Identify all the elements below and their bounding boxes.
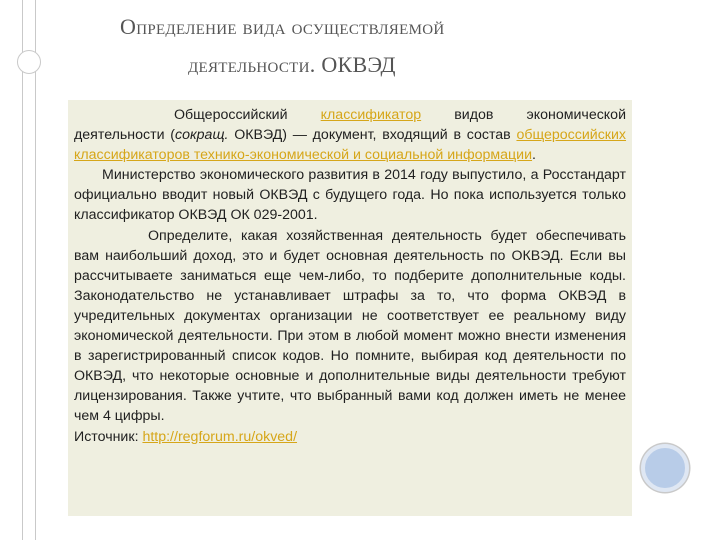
title-line-2-text: деятельности. ОКВЭД <box>188 52 396 77</box>
content-box <box>68 100 632 516</box>
p1-abbrev: сокращ. <box>174 127 229 144</box>
paragraph-advice: Определите, какая хозяйственная деятельность будет обеспечивать вам наибольший доход, это и будет основная деятельность по ОКВЭД. Если вы рассчитываете заниматься еще чем-либо, то подберите дополнительные коды. Законодательство не устанавливает штрафы за то, что форма ОКВЭД в учредительных документах организации не соответствует ее реальному виду экономической деятельности. При этом в любой момент можно внести изменения в зарегистрированный список кодов. Но помните, выбирая код деятельности по ОКВЭД, что некоторые основные и дополнительные виды деятельности требуют лицензирования. Также учтите, что выбранный вами код должен иметь не менее чем 4 цифры. <box>74 227 626 425</box>
p1-text-2: видов экономической деятельности ( <box>74 107 626 144</box>
p1-text-1: Общероссийский <box>174 107 321 123</box>
top-circle-decoration <box>17 50 41 74</box>
source-label: Источник: <box>74 428 143 445</box>
source-link[interactable]: http://regforum.ru/okved/ <box>142 428 298 445</box>
classifiers-link[interactable]: общероссийских классификаторов технико-экономической и социальной информации <box>74 127 627 164</box>
left-border-decoration <box>22 0 36 540</box>
p1-text-3: ОКВЭД) — документ, входящий в состав <box>228 127 517 144</box>
source-line <box>74 427 626 447</box>
title-line-2 <box>120 46 680 84</box>
paragraph-definition <box>74 105 626 165</box>
slide-title <box>120 8 680 84</box>
bottom-circle-decoration <box>641 444 689 492</box>
paragraph-ministry: Министерство экономического развития в 2014 году выпустило, а Росстандарт официально вводит новый ОКВЭД с будущего года. Но пока используется только классификатор ОКВЭД ОК 029-2001. <box>74 167 626 224</box>
title-line-1: Определение вида осуществляемой <box>120 14 445 39</box>
p1-text-4: . <box>532 147 536 164</box>
classifier-link[interactable]: классификатор <box>320 107 422 123</box>
